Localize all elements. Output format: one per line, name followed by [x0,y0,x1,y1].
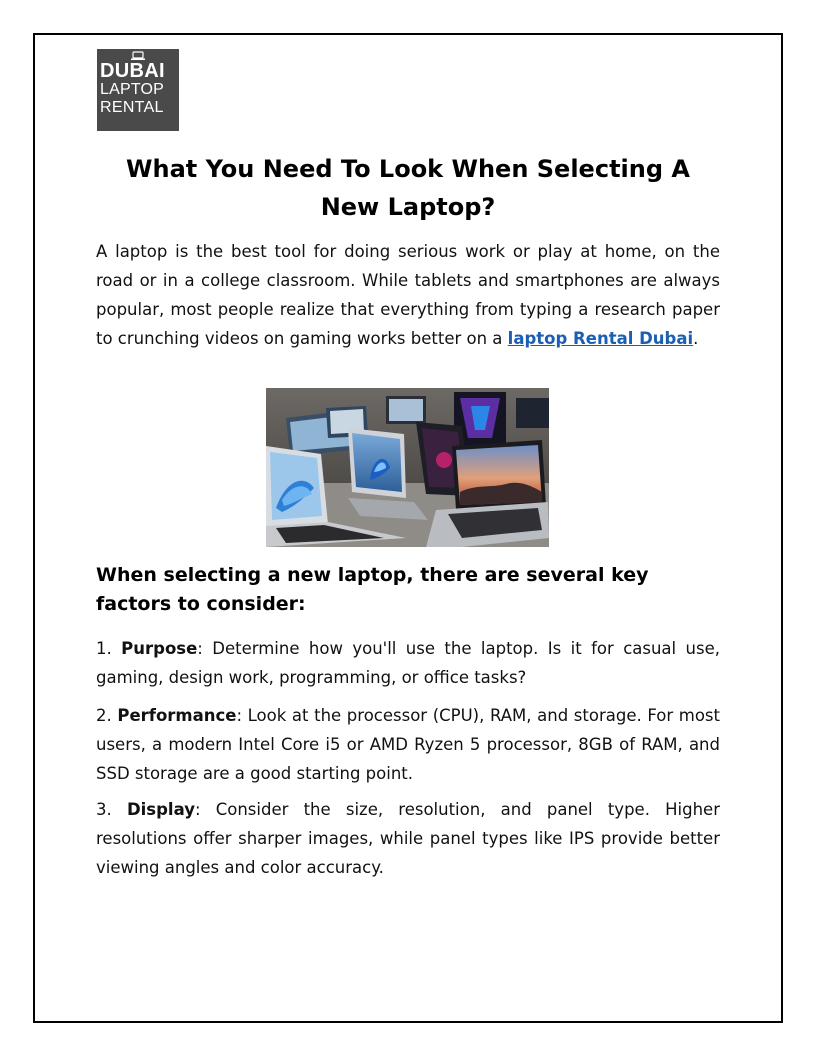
logo-line-2: LAPTOP [100,81,165,98]
intro-text: A laptop is the best tool for doing serious work or play at home, on the road or in a college classroom. While tablets and smartphones are always popular, most people realize that everything from typing a research paper to crunching videos on gaming works better on a [96,242,720,348]
factor-number: 2. [96,706,118,725]
factor-text: : Determine how you'll use the laptop. Is it for casual use, gaming, design work, programming, or office tasks? [96,639,720,687]
factor-term: Purpose [121,639,198,658]
dubai-laptop-rental-logo [97,49,179,131]
laptops-photo [266,388,549,547]
page-title: What You Need To Look When Selecting A New Laptop? [126,155,690,221]
factor-number: 1. [96,639,122,658]
logo-line-1: DUBAI [100,60,165,82]
factor-performance [96,701,720,788]
laptop-rental-dubai-link[interactable]: laptop Rental Dubai [507,329,694,348]
factor-text: : Look at the processor (CPU), RAM, and storage. For most users, a modern Intel Core i5 or AMD Ryzen 5 processor, 8GB of RAM, and SSD storage are a good starting point. [96,706,720,783]
factor-text: : Consider the size, resolution, and panel type. Higher resolutions offer sharper images, while panel types like IPS provide better viewing angles and color accuracy. [96,800,720,877]
factor-term: Display [126,800,195,819]
factor-number: 3. [96,800,127,819]
intro-end: . [693,329,699,348]
factor-display [96,795,720,882]
intro-paragraph [96,237,720,353]
factor-term: Performance [117,706,237,725]
logo-line-3: RENTAL [100,99,164,116]
factor-purpose [96,634,720,692]
section-heading: When selecting a new laptop, there are several key factors to consider: [96,564,649,615]
